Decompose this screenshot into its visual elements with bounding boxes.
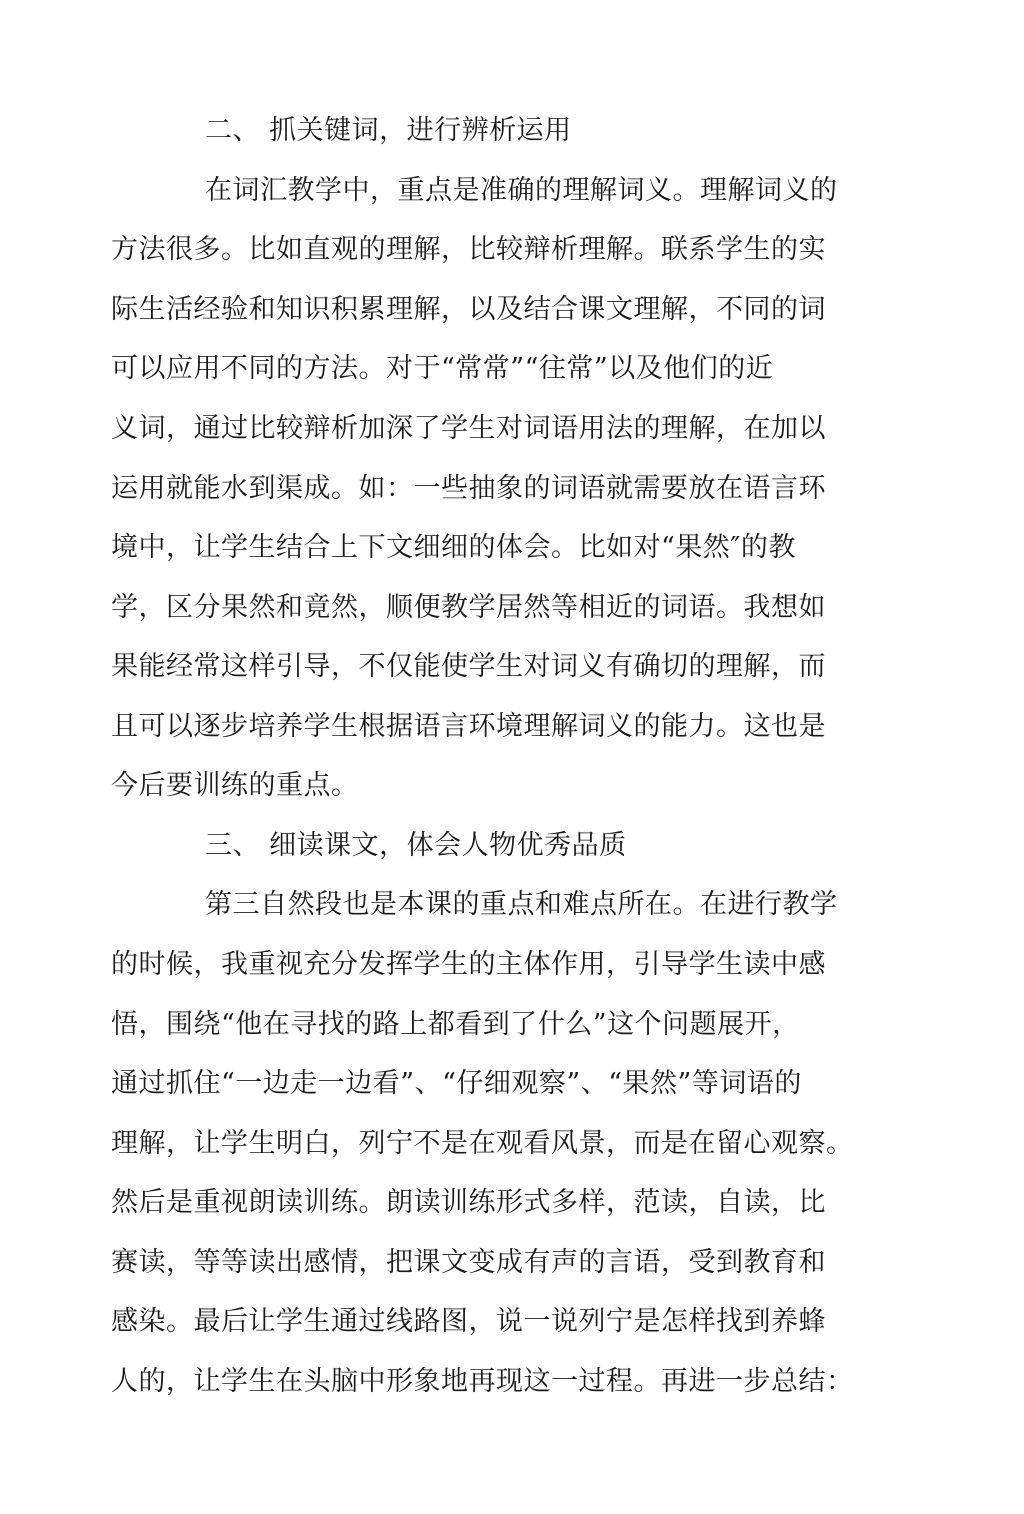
paragraph-line: 运用就能水到渠成。如：一些抽象的词语就需要放在语言环 <box>111 473 826 504</box>
paragraph-line: 果能经常这样引导，不仅能使学生对词义有确切的理解，而 <box>111 651 826 682</box>
paragraph-line: 第三自然段也是本课的重点和难点所在。在进行教学 <box>205 889 838 920</box>
paragraph-line: 学，区分果然和竟然，顺便教学居然等相近的词语。我想如 <box>111 592 826 623</box>
paragraph-line: 在词汇教学中，重点是准确的理解词义。理解词义的 <box>205 175 838 206</box>
paragraph-line: 义词，通过比较辩析加深了学生对词语用法的理解，在加以 <box>111 413 826 444</box>
paragraph-line: 际生活经验和知识积累理解，以及结合课文理解，不同的词 <box>111 294 826 325</box>
paragraph-line: 感染。最后让学生通过线路图，说一说列宁是怎样找到养蜂 <box>111 1306 826 1337</box>
paragraph-line: 且可以逐步培养学生根据语言环境理解词义的能力。这也是 <box>111 711 826 742</box>
paragraph-line: 可以应用不同的方法。对于“常常”“往常”以及他们的近 <box>111 353 774 384</box>
paragraph-line: 境中，让学生结合上下文细细的体会。比如对“果然″的教 <box>111 532 796 563</box>
section-heading-2: 二、 抓关键词，进行辨析运用 <box>205 115 572 146</box>
paragraph-line: 赛读，等等读出感情，把课文变成有声的言语，受到教育和 <box>111 1247 826 1278</box>
section-heading-3: 三、 细读课文，体会人物优秀品质 <box>205 830 627 861</box>
paragraph-line: 的时候，我重视充分发挥学生的主体作用，引导学生读中感 <box>111 949 826 980</box>
paragraph-line: 理解，让学生明白，列宁不是在观看风景，而是在留心观察。 <box>111 1128 854 1159</box>
paragraph-line: 悟，围绕“他在寻找的路上都看到了什么”这个问题展开， <box>111 1009 800 1040</box>
paragraph-line: 今后要训练的重点。 <box>111 770 359 801</box>
paragraph-line: 方法很多。比如直观的理解，比较辩析理解。联系学生的实 <box>111 234 826 265</box>
paragraph-line: 然后是重视朗读训练。朗读训练形式多样，范读，自读，比 <box>111 1187 826 1218</box>
paragraph-line: 通过抓住“一边走一边看”、“仔细观察”、“果然”等词语的 <box>111 1068 802 1099</box>
paragraph-line: 人的，让学生在头脑中形象地再现这一过程。再进一步总结： <box>111 1366 854 1397</box>
